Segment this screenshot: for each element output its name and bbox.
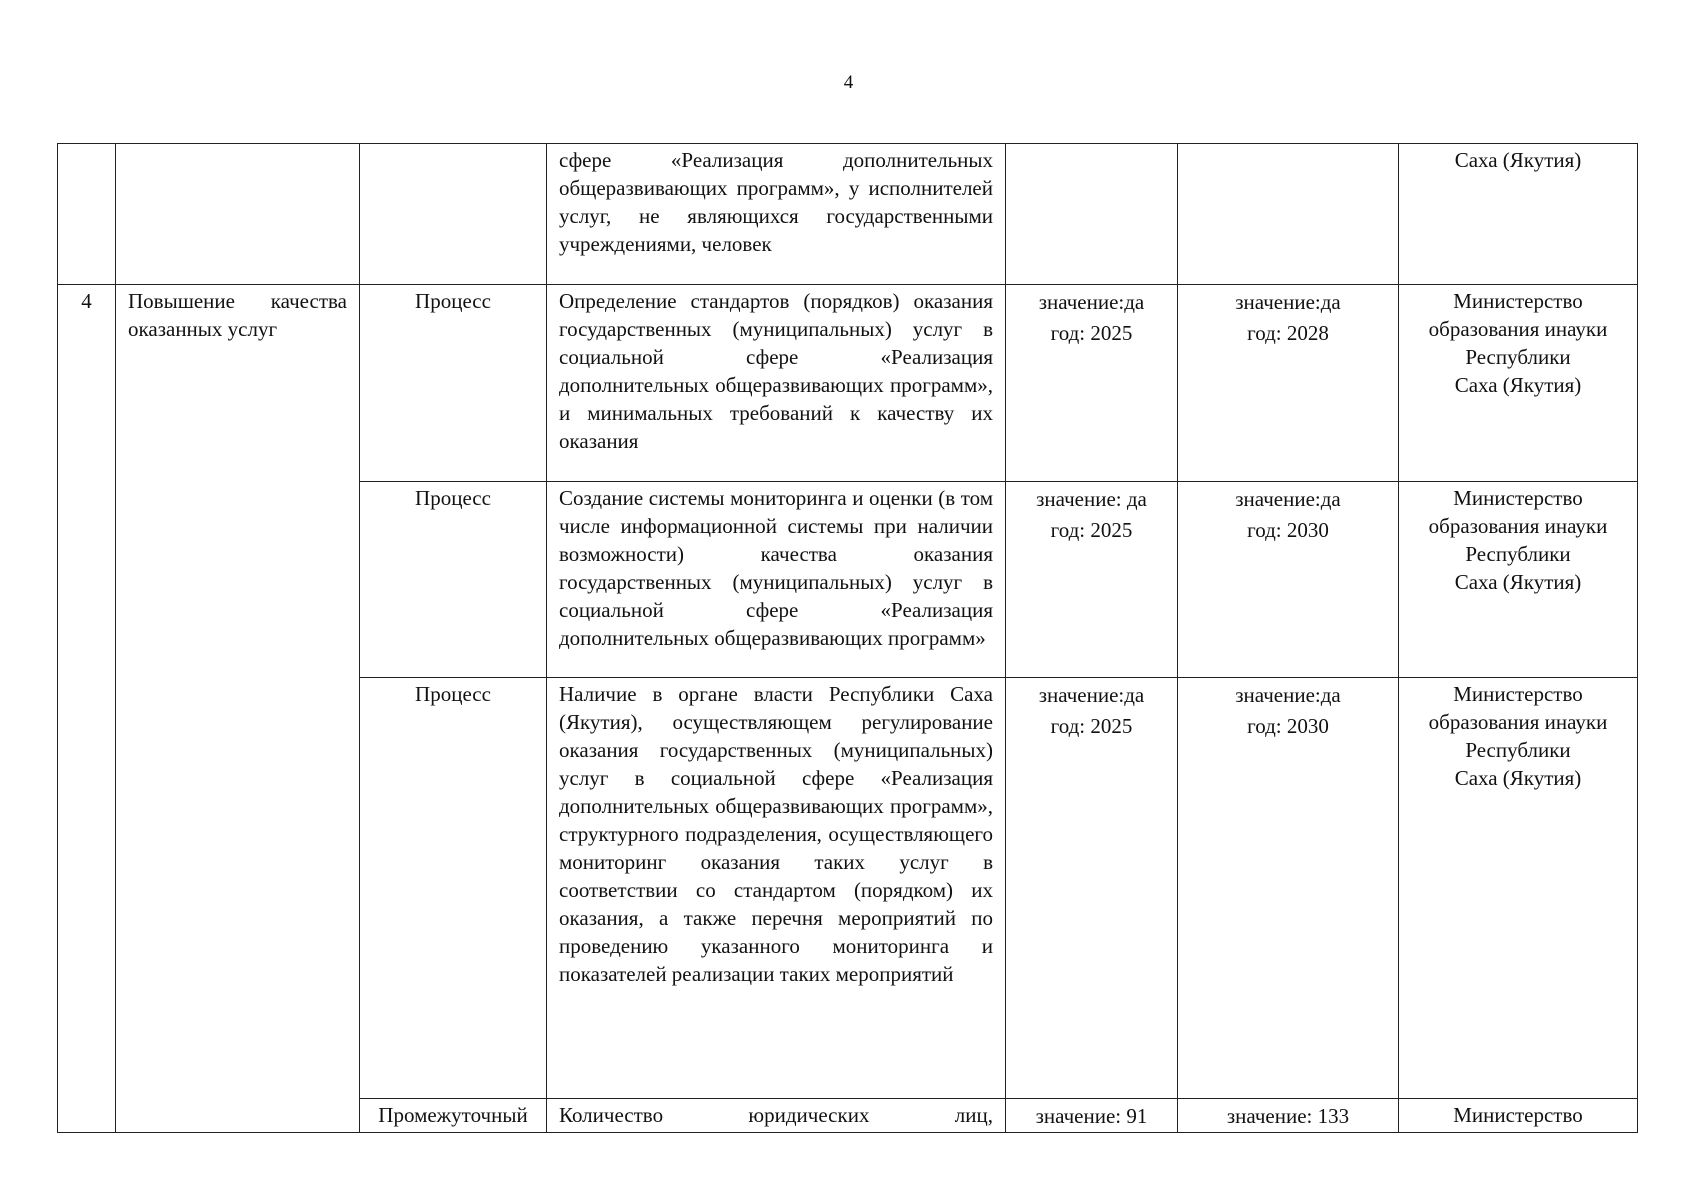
- base-year: год: 2025: [1050, 714, 1133, 738]
- target-value-cell: [1178, 1099, 1399, 1133]
- responsible-line: образования инауки: [1428, 514, 1608, 538]
- row-description: Наличие в органе власти Республики Саха (Якутия), осуществляющем регулирование оказания государственных (муниципальных) услуг в социальной сфере «Реализация дополнительных общеразвивающих программ», структурного подразделения, осуществляющего мониторинг оказания таких услуг в соответствии со стандартом (порядком) их оказания, а также перечня мероприятий по проведению указанного мониторинга и показателей реализации таких мероприятий: [547, 678, 1006, 1099]
- page-number: 4: [843, 72, 854, 93]
- responsible-line: Саха (Якутия): [1454, 570, 1582, 594]
- target-year: год: 2030: [1247, 714, 1329, 738]
- responsible-line: Министерство: [1453, 486, 1583, 510]
- target-value: значение: 133: [1226, 1104, 1350, 1128]
- base-value-cell: [1006, 678, 1178, 1099]
- row-type: Процесс: [360, 482, 547, 678]
- base-value-cell: [1006, 285, 1178, 482]
- responsible-cell: [1399, 482, 1638, 678]
- target-value-cell: [1178, 482, 1399, 678]
- responsible-line: Республики: [1465, 738, 1571, 762]
- target-value: значение:да: [1235, 290, 1341, 314]
- responsible-cell: [1399, 678, 1638, 1099]
- responsible-cell: [1399, 285, 1638, 482]
- target-year: год: 2028: [1247, 321, 1329, 345]
- row-type: Промежуточный: [360, 1099, 547, 1133]
- responsible-line: Республики: [1465, 542, 1571, 566]
- section-number: 4: [58, 285, 116, 1133]
- section-title: Повышение качества оказанных услуг: [116, 285, 360, 1133]
- target-value-cell: [1178, 678, 1399, 1099]
- responsible-line: Саха (Якутия): [1454, 373, 1582, 397]
- responsible-line: образования инауки: [1428, 317, 1608, 341]
- table-row: [58, 285, 1638, 482]
- responsible-line: Министерство: [1453, 289, 1583, 313]
- row-description: Определение стандартов (порядков) оказания государственных (муниципальных) услуг в социальной сфере «Реализация дополнительных общеразвивающих программ», и минимальных требований к качеству их оказания: [547, 285, 1006, 482]
- target-value: значение:да: [1235, 487, 1341, 511]
- target-value-cell: [1178, 285, 1399, 482]
- program-table: [57, 143, 1638, 1133]
- row-description: Количество юридических лиц,: [547, 1099, 1006, 1133]
- responsible-line: Министерство: [1453, 1103, 1583, 1127]
- cell-target-empty: [1178, 144, 1399, 285]
- table-row-continuation: [58, 144, 1638, 285]
- responsible-line: Республики: [1465, 345, 1571, 369]
- base-value: значение:да: [1038, 683, 1145, 707]
- base-value: значение: 91: [1035, 1104, 1148, 1128]
- cell-description: сфере «Реализация дополнительных общеразвивающих программ», у исполнителей услуг, не являющихся государственными учреждениями, человек: [547, 144, 1006, 285]
- target-year: год: 2030: [1247, 518, 1329, 542]
- base-value-cell: [1006, 482, 1178, 678]
- responsible-line: образования инауки: [1428, 710, 1608, 734]
- row-type: Процесс: [360, 678, 547, 1099]
- row-type: Процесс: [360, 285, 547, 482]
- target-value: значение:да: [1235, 683, 1341, 707]
- responsible-line: Министерство: [1453, 682, 1583, 706]
- cell-responsible: Саха (Якутия): [1399, 144, 1638, 285]
- base-value-cell: [1006, 1099, 1178, 1133]
- row-description: Создание системы мониторинга и оценки (в том числе информационной системы при наличии возможности) качества оказания государственных (муниципальных) услуг в социальной сфере «Реализация дополнительных общеразвивающих программ»: [547, 482, 1006, 678]
- base-year: год: 2025: [1050, 518, 1133, 542]
- cell-number-empty: [58, 144, 116, 285]
- cell-base-empty: [1006, 144, 1178, 285]
- responsible-line: Саха (Якутия): [1454, 766, 1582, 790]
- base-value: значение: да: [1036, 487, 1147, 511]
- base-value: значение:да: [1038, 290, 1145, 314]
- responsible-cell: [1399, 1099, 1638, 1133]
- cell-title-empty: [116, 144, 360, 285]
- cell-type-empty: [360, 144, 547, 285]
- base-year: год: 2025: [1050, 321, 1133, 345]
